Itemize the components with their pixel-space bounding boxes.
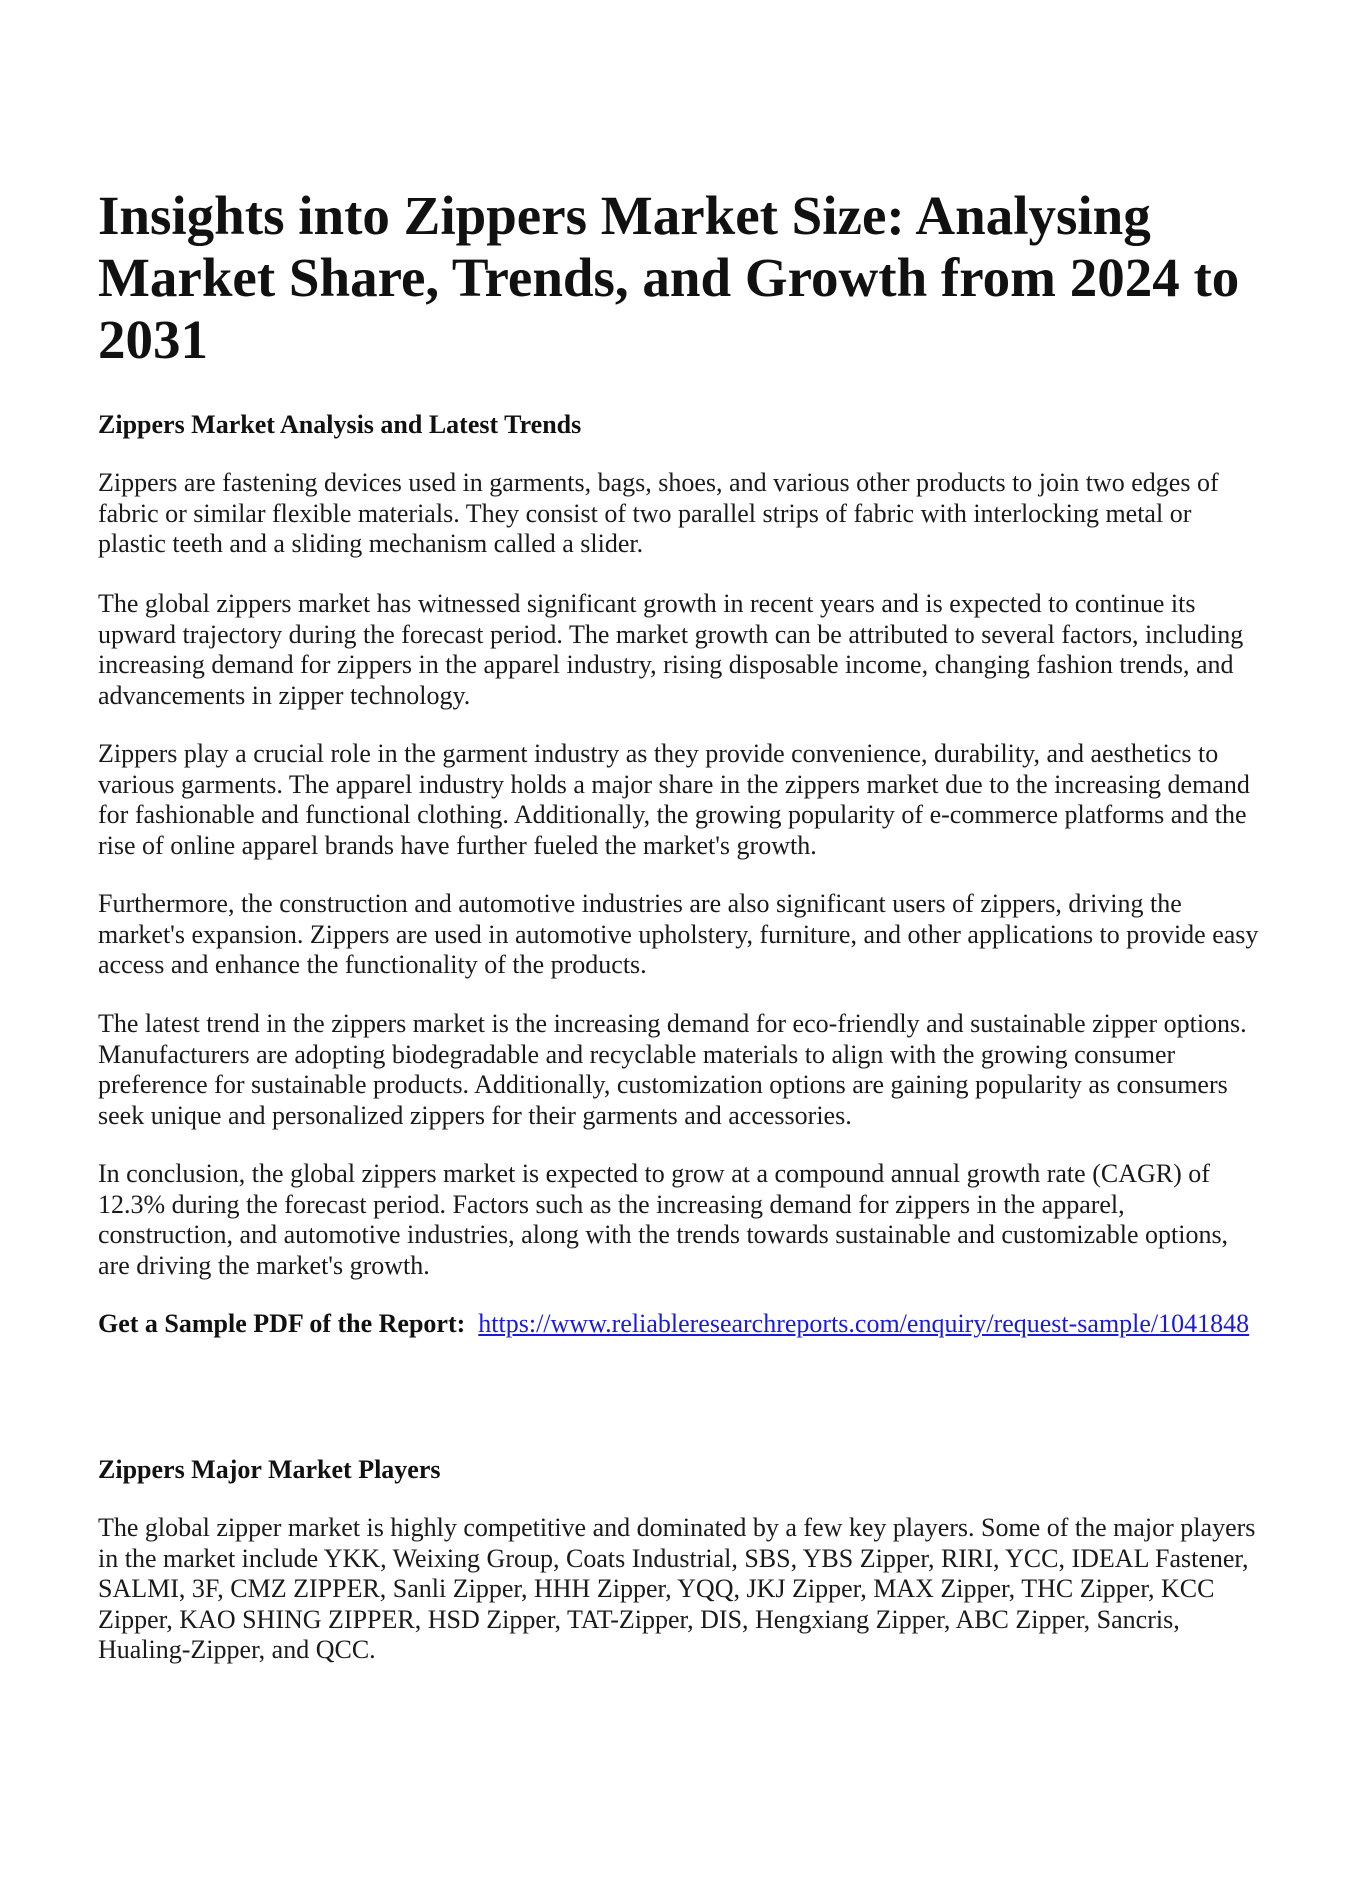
paragraph-3: Zippers play a crucial role in the garment industry as they provide convenience, durability, and aesthetics to various garments. The apparel industry holds a major share in the zippers market due to the increasing demand for fashionable and functional clothing. Additionally, the growing popularity of e-commerce platforms and the rise of online apparel brands have further fueled the market's growth. — [98, 739, 1250, 860]
paragraph-5: The latest trend in the zippers market is the increasing demand for eco-friendly and sustainable zipper options. Manufacturers are adopting biodegradable and recyclable materials to align with the growing consumer preference for sustainable products. Additionally, customization options are gaining popularity as consumers seek unique and personalized zippers for their garments and accessories. — [98, 1009, 1247, 1130]
document-title: Insights into Zippers Market Size: Analysing Market Share, Trends, and Growth from 2024 to 2031 — [98, 185, 1240, 370]
sample-pdf-link[interactable]: https://www.reliableresearchreports.com/enquiry/request-sample/1041848 — [478, 1309, 1250, 1338]
paragraph-players: The global zipper market is highly competitive and dominated by a few key players. Some of the major players in the market include YKK, Weixing Group, Coats Industrial, SBS, YBS Zipper, RIRI, YCC, IDEAL Fastener, SALMI, 3F, CMZ ZIPPER, Sanli Zipper, HHH Zipper, YQQ, JKJ Zipper, MAX Zipper, THC Zipper, KCC Zipper, KAO SHING ZIPPER, HSD Zipper, TAT-Zipper, DIS, Hengxiang Zipper, ABC Zipper, Sancris, Hualing-Zipper, and QCC. — [98, 1513, 1256, 1664]
sample-pdf-label: Get a Sample PDF of the Report: — [98, 1309, 466, 1338]
paragraph-2: The global zippers market has witnessed significant growth in recent years and is expected to continue its upward trajectory during the forecast period. The market growth can be attributed to several factors, including increasing demand for zippers in the apparel industry, rising disposable income, changing fashion trends, and advancements in zipper technology. — [98, 589, 1244, 710]
section-heading-players: Zippers Major Market Players — [98, 1455, 441, 1484]
paragraph-4: Furthermore, the construction and automotive industries are also significant users of zippers, driving the market's expansion. Zippers are used in automotive upholstery, furniture, and other applications to provide easy access and enhance the functionality of the products. — [98, 889, 1259, 979]
paragraph-6: In conclusion, the global zippers market is expected to grow at a compound annual growth rate (CAGR) of 12.3% during the forecast period. Factors such as the increasing demand for zippers in the apparel, construction, and automotive industries, along with the trends towards sustainable and customizable options, are driving the market's growth. — [98, 1159, 1229, 1280]
paragraph-1: Zippers are fastening devices used in garments, bags, shoes, and various other products to join two edges of fabric or similar flexible materials. They consist of two parallel strips of fabric with interlocking metal or plastic teeth and a sliding mechanism called a slider. — [98, 468, 1219, 558]
section-heading-analysis: Zippers Market Analysis and Latest Trends — [98, 410, 582, 439]
sample-pdf-line — [98, 1309, 1258, 1340]
